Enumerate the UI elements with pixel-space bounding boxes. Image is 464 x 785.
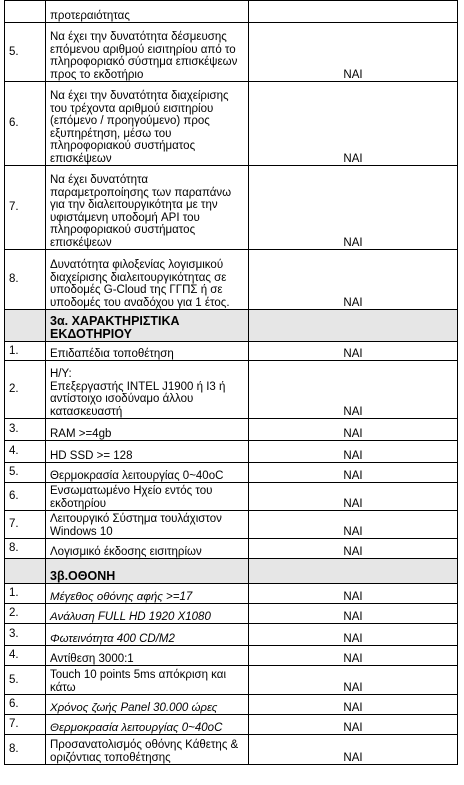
row-number	[5, 1, 46, 23]
requirement-text: Να έχει την δυνατότητα δέσμευσης επόμενου αριθμού εισιτηρίου από το πληροφοριακό σύστημα επισκέψεων προς το εκδοτήριο	[46, 23, 249, 82]
section-header-row	[5, 559, 458, 584]
row-number: 2.	[5, 361, 46, 419]
compliance-value: ΝΑΙ	[249, 539, 458, 559]
requirement-text: Δυνατότητα φιλοξενίας λογισμικού διαχείρισης διαλειτουργικότητας σε υποδομές G-Cloud της ΓΓΠΣ ή σε υποδομές του αναδόχου για 1 έτος.	[46, 250, 249, 310]
compliance-value	[249, 1, 458, 23]
compliance-value: ΝΑΙ	[249, 624, 458, 646]
table-row	[5, 463, 458, 483]
requirement-text: Ανάλυση FULL HD 1920 X1080	[46, 604, 249, 624]
table-row	[5, 624, 458, 646]
requirement-text: Μέγεθος οθόνης αφής >=17	[46, 584, 249, 604]
section-header-row	[5, 310, 458, 342]
row-number: 4.	[5, 441, 46, 463]
table-row	[5, 604, 458, 624]
row-number: 3.	[5, 419, 46, 441]
section-title: 3α. ΧΑΡΑΚΤΗΡΙΣΤΙΚΑ ΕΚΔΟΤΗΡΙΟΥ	[46, 310, 249, 342]
requirement-text: Θερμοκρασία λειτουργίας 0~40oC	[46, 463, 249, 483]
table-row	[5, 483, 458, 511]
row-number: 6.	[5, 483, 46, 511]
compliance-value: ΝΑΙ	[249, 511, 458, 539]
compliance-value: ΝΑΙ	[249, 604, 458, 624]
compliance-value: ΝΑΙ	[249, 342, 458, 361]
compliance-value: ΝΑΙ	[249, 23, 458, 82]
requirement-text: Touch 10 points 5ms απόκριση και κάτω	[46, 666, 249, 695]
compliance-value: ΝΑΙ	[249, 250, 458, 310]
section-title: 3β.ΟΘΟΝΗ	[46, 559, 249, 584]
table-row	[5, 361, 458, 419]
row-number	[5, 559, 46, 584]
row-number: 7.	[5, 166, 46, 250]
row-number: 2.	[5, 604, 46, 624]
table-row	[5, 666, 458, 695]
requirement-text: Προσανατολισμός οθόνης Κάθετης & οριζόντιας τοποθέτησης	[46, 735, 249, 765]
requirement-text: Θερμοκρασία λειτουργίας 0~40oC	[46, 715, 249, 735]
row-number: 8.	[5, 735, 46, 765]
compliance-value: ΝΑΙ	[249, 419, 458, 441]
row-number: 7.	[5, 511, 46, 539]
table-row	[5, 441, 458, 463]
compliance-value: ΝΑΙ	[249, 735, 458, 765]
compliance-value: ΝΑΙ	[249, 441, 458, 463]
requirement-text: Χρόνος ζωής Panel 30.000 ώρες	[46, 695, 249, 715]
compliance-value: ΝΑΙ	[249, 646, 458, 666]
row-number: 8.	[5, 539, 46, 559]
specifications-table	[4, 0, 458, 765]
specifications-table-body	[5, 1, 458, 765]
requirement-text: Επιδαπέδια τοποθέτηση	[46, 342, 249, 361]
compliance-value: ΝΑΙ	[249, 695, 458, 715]
table-row	[5, 419, 458, 441]
table-row	[5, 735, 458, 765]
row-number: 7.	[5, 715, 46, 735]
table-row	[5, 342, 458, 361]
row-number: 5.	[5, 463, 46, 483]
compliance-value: ΝΑΙ	[249, 82, 458, 166]
table-row	[5, 695, 458, 715]
table-row	[5, 511, 458, 539]
compliance-value: ΝΑΙ	[249, 666, 458, 695]
requirement-text: Να έχει δυνατότητα παραμετροποίησης των παραπάνω για την διαλειτουργικότητα με την υφιστάμενη υποδομή API του πληροφοριακού συστήματος επισκέψεων	[46, 166, 249, 250]
row-number: 6.	[5, 695, 46, 715]
row-number: 4.	[5, 646, 46, 666]
row-number	[5, 310, 46, 342]
table-row	[5, 250, 458, 310]
table-row	[5, 646, 458, 666]
requirement-text: Η/Υ: Επεξεργαστής INTEL J1900 ή I3 ή αντίστοιχο ισοδύναμο άλλου κατασκευαστή	[46, 361, 249, 419]
compliance-value: ΝΑΙ	[249, 361, 458, 419]
requirement-text: προτεραιότητας	[46, 1, 249, 23]
compliance-value: ΝΑΙ	[249, 483, 458, 511]
row-number: 8.	[5, 250, 46, 310]
table-row	[5, 23, 458, 82]
compliance-value: ΝΑΙ	[249, 166, 458, 250]
requirement-text: Να έχει την δυνατότητα διαχείρισης του τρέχοντα αριθμού εισιτηρίου (επόμενο / προηγούμενο) προς εξυπηρέτηση, μέσω του πληροφοριακού συστήματος επισκέψεων	[46, 82, 249, 166]
row-number: 5.	[5, 666, 46, 695]
compliance-value	[249, 310, 458, 342]
row-number: 1.	[5, 342, 46, 361]
row-number: 3.	[5, 624, 46, 646]
requirement-text: HD SSD >= 128	[46, 441, 249, 463]
requirement-text: Ενσωματωμένο Ηχείο εντός του εκδοτηρίου	[46, 483, 249, 511]
compliance-value: ΝΑΙ	[249, 463, 458, 483]
table-row	[5, 82, 458, 166]
table-row	[5, 539, 458, 559]
requirement-text: Φωτεινότητα 400 CD/M2	[46, 624, 249, 646]
compliance-value: ΝΑΙ	[249, 584, 458, 604]
table-row	[5, 715, 458, 735]
requirement-text: Λογισμικό έκδοσης εισιτηρίων	[46, 539, 249, 559]
row-number: 6.	[5, 82, 46, 166]
compliance-value	[249, 559, 458, 584]
compliance-value: ΝΑΙ	[249, 715, 458, 735]
requirement-text: RAM >=4gb	[46, 419, 249, 441]
table-row	[5, 584, 458, 604]
requirement-text: Λειτουργικό Σύστημα τουλάχιστον Windows 10	[46, 511, 249, 539]
row-number: 1.	[5, 584, 46, 604]
table-row	[5, 1, 458, 23]
table-row	[5, 166, 458, 250]
row-number: 5.	[5, 23, 46, 82]
requirement-text: Αντίθεση 3000:1	[46, 646, 249, 666]
